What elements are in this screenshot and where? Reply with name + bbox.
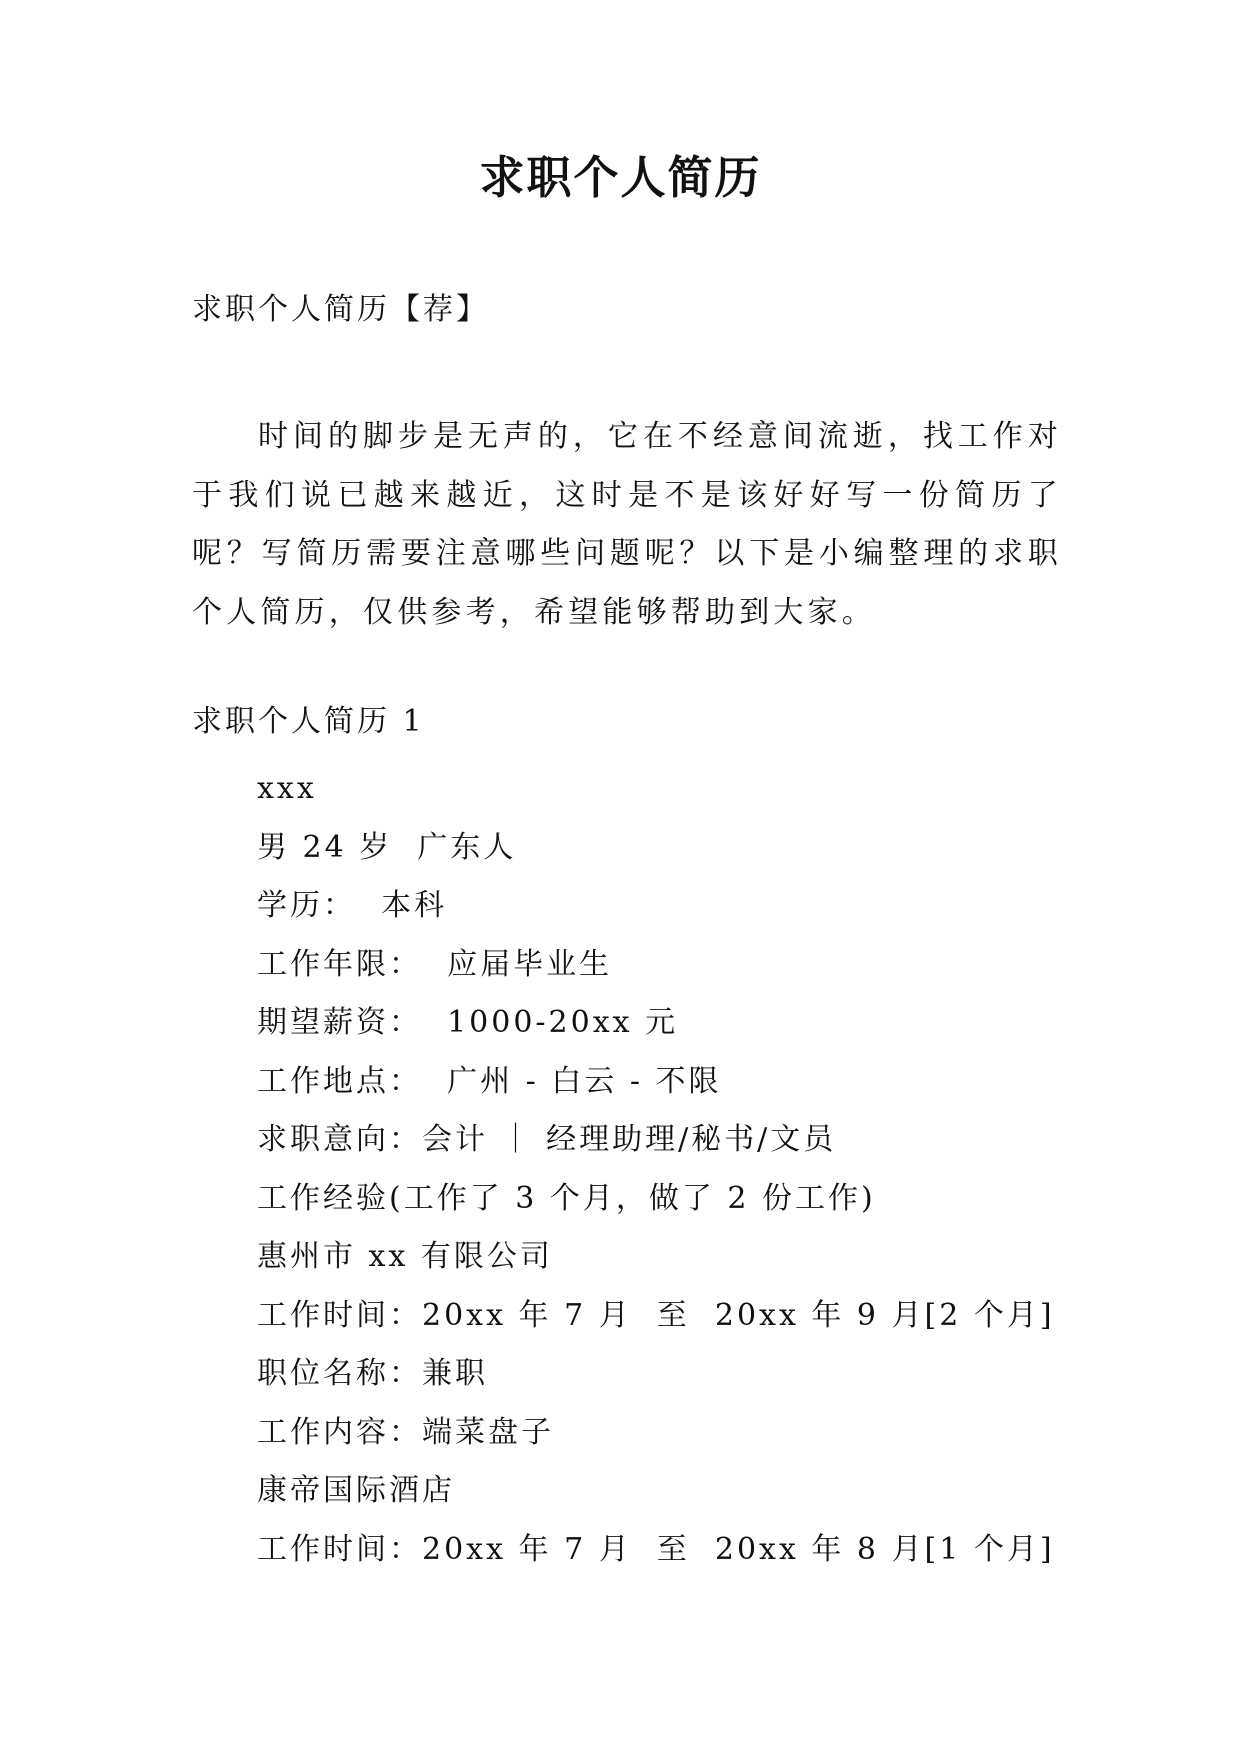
employment-period: 工作时间：20xx 年 7 月 至 20xx 年 8 月[1 个月] xyxy=(257,1531,1055,1567)
resume-work-location: 工作地点： 广州 - 白云 - 不限 xyxy=(257,1063,722,1099)
resume-work-years: 工作年限： 应届毕业生 xyxy=(257,946,613,982)
resume-work-experience: 工作经验(工作了 3 个月，做了 2 份工作) xyxy=(257,1180,876,1216)
position-title: 职位名称：兼职 xyxy=(257,1356,488,1391)
intro-paragraph: 时间的脚步是无声的，它在不经意间流逝，找工作对于我们说已越来越近，这时是不是该好好写一份简历了呢？写简历需要注意哪些问题呢？以下是小编整理的求职个人简历，仅供参考，希望能够帮助到大家。 xyxy=(192,419,1062,630)
job-content: 工作内容：端菜盘子 xyxy=(257,1414,554,1450)
section-heading: 求职个人简历 1 xyxy=(192,704,425,739)
employer-name: 惠州市 xx 有限公司 xyxy=(257,1239,553,1274)
resume-details xyxy=(257,760,1055,1579)
resume-job-intention: 求职意向：会计 ｜ 经理助理/秘书/文员 xyxy=(257,1122,837,1157)
resume-gender-age-origin: 男 24 岁 广东人 xyxy=(257,829,517,865)
employer-name: 康帝国际酒店 xyxy=(257,1473,455,1508)
resume-name: xxx xyxy=(257,771,317,806)
employment-period: 工作时间：20xx 年 7 月 至 20xx 年 9 月[2 个月] xyxy=(257,1297,1055,1333)
document-subtitle: 求职个人简历【荐】 xyxy=(192,292,489,327)
resume-expected-salary: 期望薪资： 1000-20xx 元 xyxy=(257,1005,679,1040)
resume-education: 学历： 本科 xyxy=(257,888,448,923)
page-title: 求职个人简历 xyxy=(479,151,762,204)
